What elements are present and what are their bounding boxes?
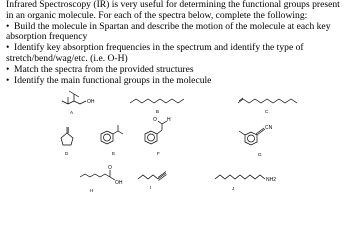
molecule-b-label: B — [156, 109, 160, 114]
molecule-h — [80, 165, 123, 193]
molecule-j — [215, 175, 276, 191]
bullet-4: • Identify the main functional groups in the molecule — [6, 74, 212, 86]
molecule-c — [238, 98, 297, 114]
molecule-d-label: D — [65, 151, 69, 156]
molecule-f-aromatic — [148, 134, 155, 141]
molecule-j-label: J — [232, 186, 235, 191]
molecule-b-skeleton — [130, 99, 184, 103]
molecule-f-atom: O — [153, 117, 157, 123]
molecule-h-label: H — [90, 188, 94, 193]
molecule-f-chain — [157, 121, 167, 134]
molecule-j-skeleton — [215, 175, 265, 179]
molecule-g-methyl — [239, 131, 245, 135]
molecule-a-branch-3 — [74, 94, 79, 97]
intro-paragraph: Infrared Spectroscopy (IR) is very useful for determining the functional groups present in an organic molecule. For each of the spectra below, complete the following: — [6, 0, 340, 21]
molecule-f — [145, 117, 171, 156]
molecule-g-label: G — [258, 152, 262, 157]
molecule-b — [130, 99, 184, 114]
molecule-h-atom: OH — [115, 180, 123, 186]
molecule-a-branch-4 — [69, 91, 74, 94]
molecule-c-label: C — [265, 109, 269, 114]
molecule-j-atom: NH2 — [266, 177, 277, 183]
molecule-d — [61, 127, 73, 156]
molecule-g-aromatic — [248, 135, 255, 142]
bullet-3: • Match the spectra from the provided structures — [6, 63, 194, 75]
molecule-h-skeleton — [80, 174, 110, 177]
molecule-e-acyl — [113, 131, 123, 134]
molecule-e-ring — [101, 131, 113, 144]
bullet-1: • Build the molecule in Spartan and describe the motion of the molecule at each key absorption frequency — [6, 20, 331, 43]
molecule-f-atom-2: H — [167, 117, 171, 123]
molecule-d-ring — [61, 133, 73, 145]
molecule-g-ring — [245, 132, 257, 145]
bullet-2: • Identify key absorption frequencies in the spectrum and identify the type of stretch/bend/wag/etc. (i.e. O-H) — [6, 42, 304, 64]
molecule-f-ring — [145, 131, 157, 144]
molecule-g-atom: CN — [265, 125, 273, 131]
molecule-h-atom-2: O — [108, 165, 112, 171]
molecule-i-triple-bond-2 — [158, 172, 166, 178]
molecule-g — [239, 125, 273, 157]
molecule-f-label: F — [157, 151, 160, 156]
molecule-c-skeleton — [238, 99, 297, 103]
molecule-i — [138, 172, 167, 191]
molecule-a-atom: OH — [87, 99, 95, 105]
molecule-a-label: A — [70, 110, 74, 115]
molecule-e-label: E — [112, 151, 116, 156]
molecule-i-skeleton — [138, 175, 158, 179]
molecule-a-skeleton — [62, 101, 86, 104]
molecule-f-carbonyl — [158, 121, 162, 124]
molecule-a — [62, 91, 95, 115]
molecule-e-aromatic — [104, 134, 111, 141]
molecule-i-label: I — [150, 185, 152, 190]
molecule-e — [101, 125, 123, 156]
